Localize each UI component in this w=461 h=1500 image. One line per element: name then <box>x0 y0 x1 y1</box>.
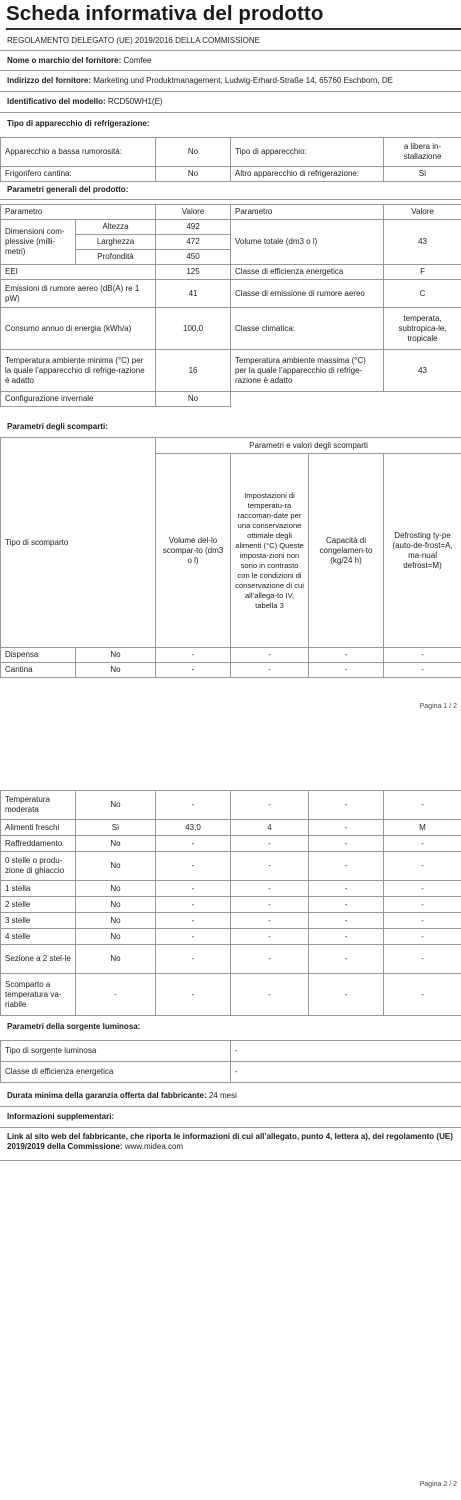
noise-class-label: Classe di emissione di rumore aereo <box>231 280 384 308</box>
compartments-table-continued <box>0 790 461 1016</box>
col-header-defrost: Defrosting ty-pe (auto-de-frost=A, ma-nual defrost=M) <box>384 454 461 648</box>
width-label: Larghezza <box>76 235 156 250</box>
climate-class-label: Classe climatica: <box>231 308 384 350</box>
extra-info-header: Informazioni supplementari: <box>7 1112 115 1121</box>
divider <box>0 1106 461 1107</box>
eei-label: EEI <box>1 265 156 280</box>
general-section-header: Parametri generali del prodotto: <box>7 185 129 194</box>
table-row: Dispensa No - - - - <box>1 648 461 663</box>
eei-value: 125 <box>156 265 231 280</box>
table-row: Scomparto a temperatura va-riabile - - - - - <box>1 974 461 1016</box>
table-row: 0 stelle o produ-zione di ghiaccio No - - - - <box>1 852 461 881</box>
width-value: 472 <box>156 235 231 250</box>
divider <box>0 91 461 92</box>
table-row: 4 stelle No - - - - <box>1 929 461 945</box>
col-header-value: Valore <box>384 205 461 220</box>
warranty-line <box>7 1091 461 1101</box>
appliance-type-value: a libera in-stallazione <box>384 138 461 167</box>
page-title: Scheda informativa del prodotto <box>6 2 324 25</box>
model-label: Identificativo del modello: <box>7 97 106 106</box>
depth-value: 450 <box>156 250 231 265</box>
winter-config-label: Configurazione invernale <box>1 392 156 407</box>
title-rule <box>6 28 461 30</box>
col-header-volume: Volume del-lo scompar-to (dm3 o l) <box>156 454 231 648</box>
wine-cellar-value: No <box>156 167 231 182</box>
compartment-type-header: Tipo di scomparto <box>1 438 156 648</box>
col-header-temperature: Impostazioni di temperatu-ra raccoman-date per una conservazione ottimale degli alimenti (°C) Queste imposta-zioni non sono in contrasto con le condizioni di conservazione di cui all’allega-to IV, tabella 3 <box>231 454 309 648</box>
noise-label: Emissioni di rumore aereo (dB(A) re 1 pW) <box>1 280 156 308</box>
other-appliance-label: Altro apparecchio di refrigerazione: <box>231 167 384 182</box>
warranty-value: 24 mesi <box>208 1091 237 1100</box>
manufacturer-link[interactable]: www.midea.com <box>124 1142 184 1151</box>
total-volume-value: 43 <box>384 220 461 265</box>
supplier-name-label: Nome o marchio del fornitore: <box>7 56 122 65</box>
regulation-line: REGOLAMENTO DELEGATO (UE) 2019/2016 DELLA COMMISSIONE <box>7 36 260 45</box>
supplier-name-line <box>7 56 461 66</box>
height-value: 492 <box>156 220 231 235</box>
table-row: Raffreddamento No - - - - <box>1 836 461 852</box>
light-section-header: Parametri della sorgente luminosa: <box>7 1022 141 1031</box>
energy-class-label: Classe di efficienza energetica <box>231 265 384 280</box>
light-class-value: - <box>231 1062 461 1083</box>
divider <box>0 1127 461 1128</box>
dimensions-label: Dimensioni com-plessive (milli-metri) <box>1 220 76 265</box>
type-section-header: Tipo di apparecchio di refrigerazione: <box>7 119 150 128</box>
model-id: RCD50WH1(E) <box>107 97 163 106</box>
other-appliance-value: Sì <box>384 167 461 182</box>
light-type-label: Tipo di sorgente luminosa <box>1 1041 231 1062</box>
climate-class-value: temperata, subtropica-le, tropicale <box>384 308 461 350</box>
divider <box>0 70 461 71</box>
table-row: Sezione a 2 stel-le No - - - - <box>1 945 461 974</box>
consumption-value: 100,0 <box>156 308 231 350</box>
table-row: 3 stelle No - - - - <box>1 913 461 929</box>
divider <box>0 199 461 200</box>
table-row: Temperatura moderata No - - - - <box>1 791 461 820</box>
consumption-label: Consumo annuo di energia (kWh/a) <box>1 308 156 350</box>
light-type-value: - <box>231 1041 461 1062</box>
manufacturer-link-line <box>7 1132 457 1152</box>
height-label: Altezza <box>76 220 156 235</box>
light-class-label: Classe di efficienza energetica <box>1 1062 231 1083</box>
compartment-params-header: Parametri e valori degli scomparti <box>156 438 461 454</box>
model-line <box>7 97 461 107</box>
divider <box>0 112 461 113</box>
noise-class-value: C <box>384 280 461 308</box>
winter-config-value: No <box>156 392 231 407</box>
page-2 <box>0 784 461 1500</box>
col-header-parameter: Parametro <box>1 205 156 220</box>
supplier-address-line <box>7 76 461 86</box>
table-row: Alimenti freschi Sì 43,0 4 - M <box>1 820 461 836</box>
col-header-freezing: Capacità di congelamen-to (kg/24 h) <box>309 454 384 648</box>
page-number: Pagina 2 / 2 <box>419 1481 457 1488</box>
warranty-label: Durata minima della garanzia offerta dal fabbricante: <box>7 1091 207 1100</box>
divider <box>0 50 461 51</box>
wine-cellar-label: Frigorifero cantina: <box>1 167 156 182</box>
max-temp-value: 43 <box>384 350 461 392</box>
compartments-section-header: Parametri degli scomparti: <box>7 422 108 431</box>
noise-value: 41 <box>156 280 231 308</box>
general-params-table <box>0 204 461 407</box>
table-row: Cantina No - - - - <box>1 663 461 678</box>
table-row: 2 stelle No - - - - <box>1 897 461 913</box>
max-temp-label: Temperatura ambiente massima (°C) per la quale l’apparecchio di refrige-razione è adatto <box>231 350 384 392</box>
min-temp-value: 16 <box>156 350 231 392</box>
page-number: Pagina 1 / 2 <box>419 703 457 710</box>
supplier-address-label: Indirizzo del fornitore: <box>7 76 91 85</box>
total-volume-label: Volume totale (dm3 o l) <box>231 220 384 265</box>
supplier-address: Marketing und Produktmanagement, Ludwig-Erhard-Straße 14, 65760 Eschborn, DE <box>93 76 393 85</box>
col-header-parameter: Parametro <box>231 205 384 220</box>
min-temp-label: Temperatura ambiente minima (°C) per la quale l’apparecchio di refrige-razione è adatto <box>1 350 156 392</box>
compartments-table <box>0 437 461 678</box>
col-header-value: Valore <box>156 205 231 220</box>
appliance-type-table <box>0 137 461 182</box>
low-noise-value: No <box>156 138 231 167</box>
divider <box>0 1160 461 1161</box>
manufacturer-link-text: Link al sito web del fabbricante, che riporta le informazioni di cui all’allegato, punto 4, lettera a), del regolamento (UE) 2019/2019 della Commissione: <box>7 1132 453 1151</box>
light-source-table <box>0 1040 461 1083</box>
supplier-name: Comfee <box>123 56 152 65</box>
table-row: 1 stella No - - - - <box>1 881 461 897</box>
appliance-type-label: Tipo di apparecchio: <box>231 138 384 167</box>
low-noise-label: Apparecchio a bassa rumorosità: <box>1 138 156 167</box>
energy-class-value: F <box>384 265 461 280</box>
depth-label: Profondità <box>76 250 156 265</box>
page-1 <box>0 0 461 720</box>
